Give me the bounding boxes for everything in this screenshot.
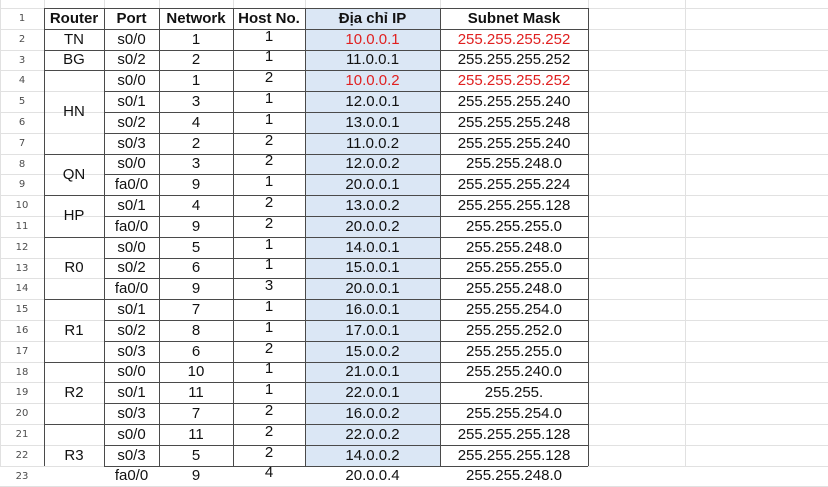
- cell-ip[interactable]: 20.0.0.1: [345, 176, 400, 194]
- gridline-vertical: [685, 0, 686, 466]
- cell-port[interactable]: s0/3: [117, 342, 146, 360]
- cell-network[interactable]: 7: [191, 301, 201, 319]
- cell-port[interactable]: fa0/0: [114, 217, 149, 235]
- cell-mask[interactable]: 255.255.255.0: [466, 342, 562, 360]
- column-header-strip: [0, 0, 828, 5]
- cell-ip[interactable]: 11.0.0.1: [345, 51, 400, 69]
- cell-network[interactable]: 11: [188, 425, 204, 443]
- cell-port[interactable]: s0/3: [117, 405, 146, 423]
- row-number[interactable]: 19: [15, 387, 29, 399]
- router-name-cell[interactable]: TN: [64, 30, 84, 48]
- cell-host[interactable]: 2: [264, 443, 274, 461]
- row-number[interactable]: 5: [18, 96, 26, 108]
- cell-host[interactable]: 1: [264, 48, 274, 66]
- cell-port[interactable]: s0/2: [117, 321, 146, 339]
- cell-host[interactable]: 4: [264, 464, 274, 482]
- cell-port[interactable]: s0/0: [117, 238, 146, 256]
- row-number[interactable]: 1: [18, 13, 26, 24]
- cell-ip[interactable]: 13.0.0.2: [345, 197, 400, 215]
- cell-port[interactable]: s0/0: [117, 363, 146, 381]
- cell-mask[interactable]: 255.255.255.252: [457, 51, 571, 69]
- cell-host[interactable]: 1: [264, 110, 274, 128]
- cell-network[interactable]: 4: [191, 113, 201, 131]
- cell-mask[interactable]: 255.255.255.128: [457, 197, 571, 215]
- cell-host[interactable]: 2: [264, 69, 274, 87]
- row-number[interactable]: 22: [15, 449, 29, 461]
- cell-ip[interactable]: 22.0.0.2: [345, 425, 400, 443]
- cell-network[interactable]: 9: [191, 467, 201, 485]
- cell-network[interactable]: 4: [191, 197, 201, 215]
- row-number[interactable]: 14: [15, 283, 29, 295]
- cell-mask[interactable]: 255.255.248.0: [466, 155, 562, 173]
- cell-network[interactable]: 8: [191, 321, 201, 339]
- table-border-vertical: [588, 8, 589, 466]
- cell-port[interactable]: s0/1: [117, 93, 146, 111]
- cell-network[interactable]: 1: [191, 30, 201, 48]
- cell-port[interactable]: s0/3: [117, 446, 146, 464]
- cell-port[interactable]: s0/1: [117, 301, 146, 319]
- cell-port[interactable]: s0/0: [117, 72, 146, 90]
- cell-host[interactable]: 2: [264, 422, 274, 440]
- cell-port[interactable]: s0/2: [117, 51, 146, 69]
- row-number[interactable]: 13: [15, 262, 29, 274]
- cell-network[interactable]: 2: [191, 134, 201, 152]
- cell-mask[interactable]: 255.255.255.240: [457, 134, 571, 152]
- cell-network[interactable]: 11: [188, 384, 204, 402]
- cell-host[interactable]: 2: [264, 214, 274, 232]
- cell-network[interactable]: 6: [191, 342, 201, 360]
- cell-mask[interactable]: 255.255.255.128: [457, 446, 571, 464]
- cell-ip[interactable]: 21.0.0.1: [345, 363, 400, 381]
- cell-host[interactable]: 2: [264, 194, 274, 212]
- cell-ip[interactable]: 12.0.0.1: [345, 93, 400, 111]
- cell-port[interactable]: s0/3: [117, 134, 146, 152]
- cell-network[interactable]: 5: [191, 238, 201, 256]
- row-number[interactable]: 7: [18, 137, 26, 149]
- router-name-cell[interactable]: R3: [64, 446, 84, 464]
- header-mask[interactable]: Subnet Mask: [467, 9, 561, 27]
- row-number[interactable]: 18: [15, 366, 29, 378]
- router-name-cell[interactable]: R1: [64, 321, 84, 339]
- cell-network[interactable]: 9: [191, 217, 201, 235]
- cell-mask[interactable]: 255.255.254.0: [466, 405, 562, 423]
- cell-network[interactable]: 1: [191, 72, 201, 90]
- row-number[interactable]: 9: [18, 179, 26, 191]
- header-network[interactable]: Network: [166, 9, 226, 27]
- row-number[interactable]: 12: [15, 241, 29, 253]
- cell-ip[interactable]: 15.0.0.1: [345, 259, 400, 277]
- row-number[interactable]: 23: [15, 470, 29, 482]
- cell-port[interactable]: s0/0: [117, 155, 146, 173]
- cell-host[interactable]: 1: [264, 256, 274, 274]
- cell-network[interactable]: 9: [191, 176, 201, 194]
- cell-ip[interactable]: 14.0.0.1: [345, 238, 400, 256]
- cell-mask[interactable]: 255.255.255.128: [457, 425, 571, 443]
- row-number[interactable]: 11: [15, 221, 29, 232]
- cell-mask[interactable]: 255.255.248.0: [466, 238, 562, 256]
- cell-ip[interactable]: 20.0.0.1: [345, 280, 400, 298]
- cell-port[interactable]: s0/0: [117, 425, 146, 443]
- cell-port[interactable]: s0/2: [117, 259, 146, 277]
- cell-host[interactable]: 1: [264, 235, 274, 253]
- cell-port[interactable]: s0/1: [117, 384, 146, 402]
- cell-mask[interactable]: 255.255.252.0: [466, 321, 562, 339]
- cell-port[interactable]: fa0/0: [114, 280, 149, 298]
- cell-host[interactable]: 1: [264, 173, 274, 191]
- cell-mask[interactable]: 255.255.248.0: [466, 467, 562, 485]
- cell-ip[interactable]: 16.0.0.2: [345, 405, 400, 423]
- cell-ip[interactable]: 22.0.0.1: [345, 384, 400, 402]
- cell-ip[interactable]: 13.0.0.1: [345, 113, 400, 131]
- cell-host[interactable]: 1: [264, 298, 274, 316]
- cell-mask[interactable]: 255.255.255.248: [457, 113, 571, 131]
- cell-mask[interactable]: 255.255.255.252: [457, 72, 571, 90]
- cell-host[interactable]: 1: [264, 360, 274, 378]
- cell-ip[interactable]: 15.0.0.2: [345, 342, 400, 360]
- router-name-cell[interactable]: HP: [63, 207, 85, 225]
- cell-ip[interactable]: 10.0.0.2: [345, 72, 400, 90]
- row-number[interactable]: 10: [15, 200, 29, 212]
- cell-port[interactable]: s0/2: [117, 113, 146, 131]
- row-number[interactable]: 20: [15, 408, 29, 420]
- cell-ip[interactable]: 11.0.0.2: [345, 134, 400, 152]
- row-number[interactable]: 4: [18, 75, 26, 87]
- cell-mask[interactable]: 255.255.254.0: [466, 301, 562, 319]
- cell-network[interactable]: 3: [191, 93, 201, 111]
- cell-mask[interactable]: 255.255.255.0: [466, 259, 562, 277]
- cell-network[interactable]: 3: [191, 155, 201, 173]
- header-host[interactable]: Host No.: [238, 9, 300, 27]
- cell-host[interactable]: 2: [264, 152, 274, 170]
- cell-host[interactable]: 1: [264, 381, 274, 399]
- row-number[interactable]: 8: [18, 158, 26, 170]
- header-ip[interactable]: Địa chỉ IP: [338, 9, 407, 27]
- row-number[interactable]: 2: [18, 33, 26, 45]
- cell-ip[interactable]: 20.0.0.4: [345, 467, 400, 485]
- cell-mask[interactable]: 255.255.255.224: [457, 176, 571, 194]
- row-number[interactable]: 21: [15, 429, 29, 440]
- row-number[interactable]: 3: [18, 54, 26, 66]
- cell-host[interactable]: 1: [264, 318, 274, 336]
- cell-host[interactable]: 2: [264, 339, 274, 357]
- cell-host[interactable]: 2: [264, 131, 274, 149]
- router-name-cell[interactable]: R0: [64, 259, 84, 277]
- cell-host[interactable]: 1: [264, 27, 274, 45]
- row-number[interactable]: 16: [15, 325, 29, 336]
- cell-host[interactable]: 2: [264, 402, 274, 420]
- cell-network[interactable]: 7: [191, 405, 201, 423]
- header-router[interactable]: Router: [49, 9, 99, 27]
- cell-mask[interactable]: 255.255.: [484, 384, 544, 402]
- cell-ip[interactable]: 17.0.0.1: [345, 321, 400, 339]
- cell-network[interactable]: 9: [191, 280, 201, 298]
- row-number[interactable]: 6: [18, 117, 26, 128]
- router-name-cell[interactable]: QN: [62, 165, 86, 183]
- cell-network[interactable]: 10: [187, 363, 205, 381]
- cell-mask[interactable]: 255.255.240.0: [466, 363, 562, 381]
- router-name-cell[interactable]: R2: [64, 384, 84, 402]
- cell-network[interactable]: 5: [191, 446, 201, 464]
- cell-port[interactable]: fa0/0: [114, 176, 149, 194]
- cell-network[interactable]: 2: [191, 51, 201, 69]
- cell-mask[interactable]: 255.255.255.240: [457, 93, 571, 111]
- cell-host[interactable]: 3: [264, 277, 274, 295]
- cell-port[interactable]: fa0/0: [114, 467, 149, 485]
- cell-ip[interactable]: 10.0.0.1: [345, 30, 400, 48]
- cell-ip[interactable]: 14.0.0.2: [345, 446, 400, 464]
- row-number[interactable]: 15: [15, 304, 29, 316]
- row-number[interactable]: 17: [15, 345, 29, 357]
- cell-ip[interactable]: 20.0.0.2: [345, 217, 400, 235]
- cell-mask[interactable]: 255.255.255.252: [457, 30, 571, 48]
- header-port[interactable]: Port: [116, 9, 147, 27]
- router-name-cell[interactable]: HN: [63, 103, 85, 121]
- cell-mask[interactable]: 255.255.248.0: [466, 280, 562, 298]
- cell-host[interactable]: 1: [264, 90, 274, 108]
- cell-port[interactable]: s0/1: [117, 197, 146, 215]
- cell-ip[interactable]: 16.0.0.1: [345, 301, 400, 319]
- cell-network[interactable]: 6: [191, 259, 201, 277]
- router-name-cell[interactable]: BG: [63, 51, 85, 69]
- cell-mask[interactable]: 255.255.255.0: [466, 217, 562, 235]
- cell-ip[interactable]: 12.0.0.2: [345, 155, 400, 173]
- cell-port[interactable]: s0/0: [117, 30, 146, 48]
